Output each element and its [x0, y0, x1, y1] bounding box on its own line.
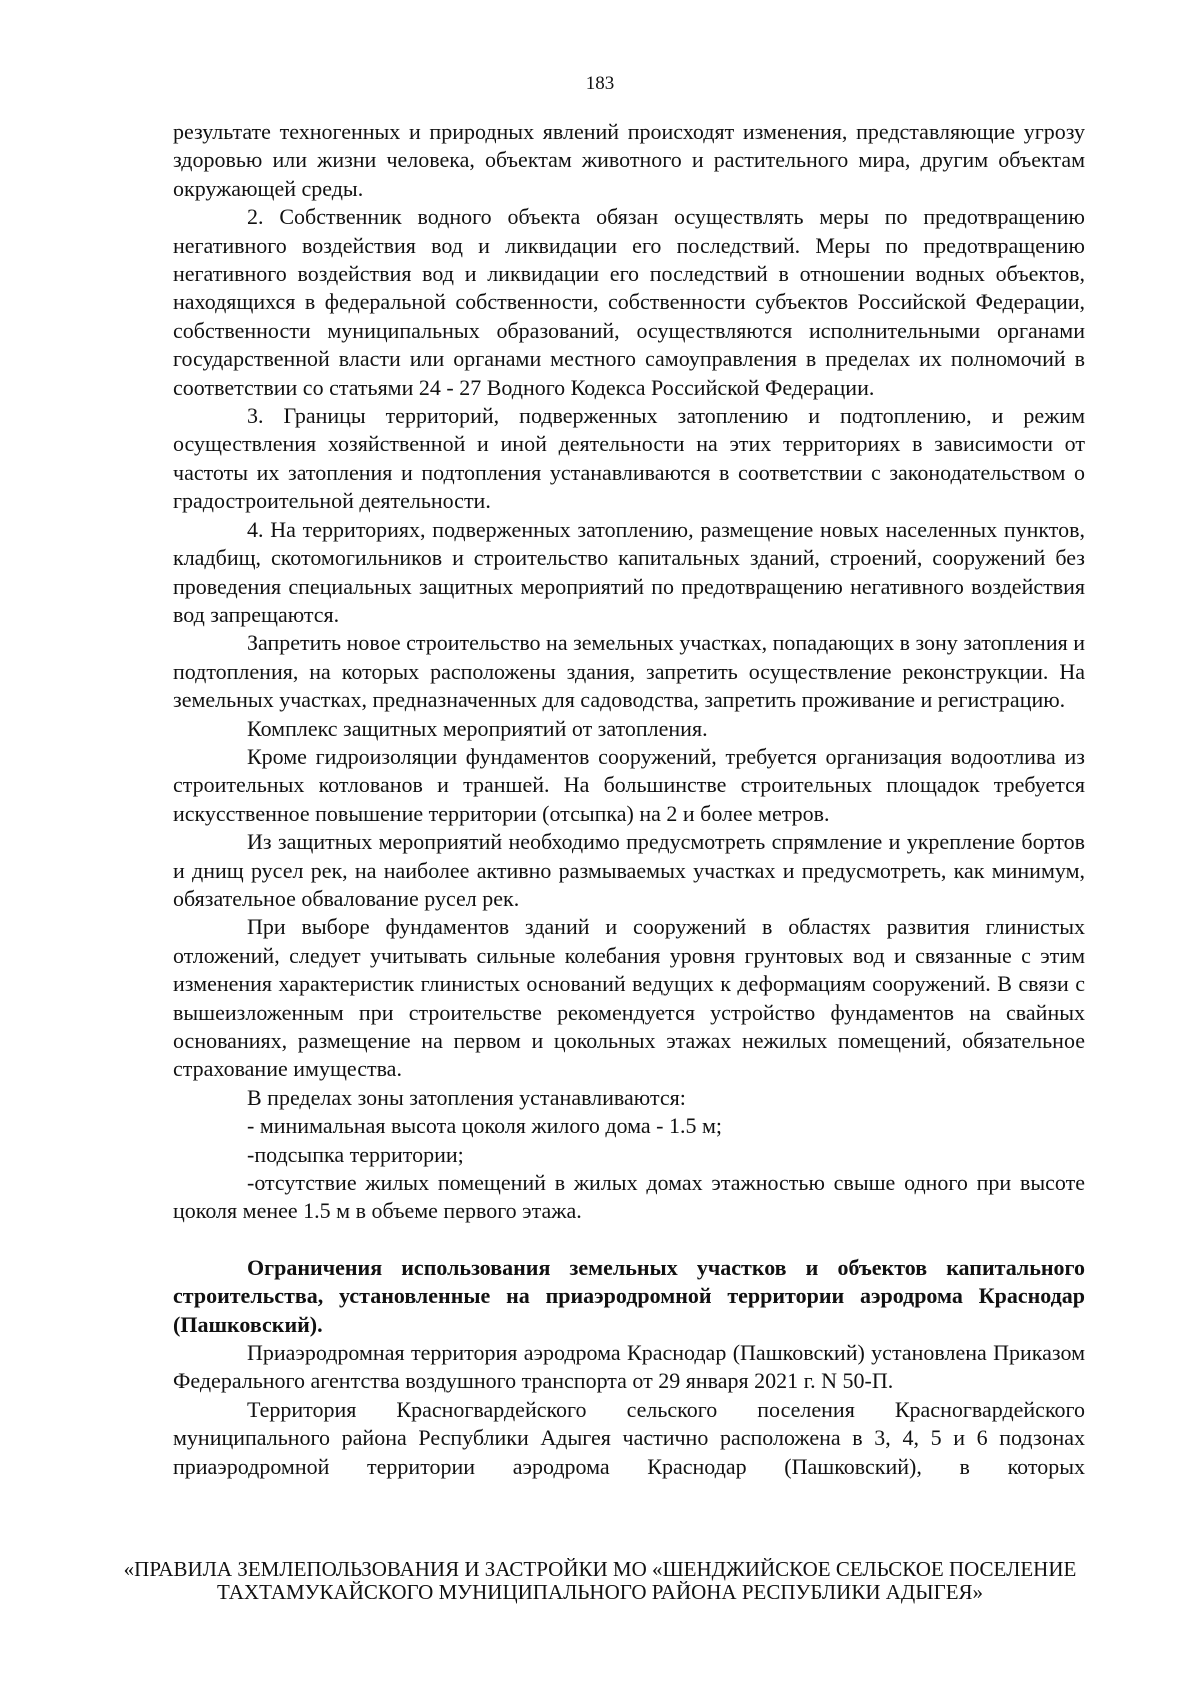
section-heading: Ограничения использования земельных участков и объектов капитального строительства, установленные на приаэродромной территории аэродрома Краснодар (Пашковский). [173, 1254, 1085, 1337]
paragraph: 4. На территориях, подверженных затоплению, размещение новых населенных пунктов, кладбищ, скотомогильников и строительство капитальных зданий, строений, сооружений без проведения специальных защитных мероприятий по предотвращению негативного воздействия вод запрещаются. [173, 516, 1085, 627]
paragraph: Территория Красногвардейского сельского поселения Красногвардейского муниципального района Республики Адыгея частично расположена в 3, 4, 5 и 6 подзонах приаэродромной территории аэродрома Краснодар (Пашковский), в которых [173, 1396, 1085, 1479]
paragraph: В пределах зоны затопления устанавливаются: [247, 1084, 686, 1110]
body-text [173, 118, 1085, 1481]
footer-line: ТАХТАМУКАЙСКОГО МУНИЦИПАЛЬНОГО РАЙОНА РЕСПУБЛИКИ АДЫГЕЯ» [216, 1580, 984, 1604]
paragraph: Запретить новое строительство на земельных участках, попадающих в зону затопления и подтопления, на которых расположены здания, запретить осуществление реконструкции. На земельных участках, предназначенных для садоводства, запретить проживание и регистрацию. [173, 630, 1085, 713]
page-footer [0, 1558, 1200, 1604]
spacer [173, 1226, 1085, 1254]
list-item: - минимальная высота цоколя жилого дома - 1.5 м; [247, 1113, 723, 1139]
paragraph: Комплекс защитных мероприятий от затопления. [247, 715, 708, 741]
paragraph: Из защитных мероприятий необходимо предусмотреть спрямление и укрепление бортов и днищ русел рек, на наиболее активно размываемых участках и предусмотреть, как минимум, обязательное обвалование русел рек. [173, 829, 1085, 911]
paragraph: Приаэродромная территория аэродрома Краснодар (Пашковский) установлена Приказом Федерального агентства воздушного транспорта от 29 января 2021 г. N 50-П. [173, 1340, 1085, 1394]
paragraph: При выборе фундаментов зданий и сооружений в областях развития глинистых отложений, следует учитывать сильные колебания уровня грунтовых вод и связанные с этим изменения характеристик глинистых оснований ведущих к деформациям сооружений. В связи с вышеизложенным при строительстве рекомендуется устройство фундаментов на свайных основаниях, размещение на первом и цокольных этажах нежилых помещений, обязательное страхование имущества. [173, 914, 1085, 1082]
page-number: 183 [585, 73, 615, 94]
paragraph: 3. Границы территорий, подверженных затоплению и подтоплению, и режим осуществления хозяйственной и иной деятельности на этих территориях в зависимости от частоты их затопления и подтопления устанавливаются в соответствии с законодательством о градостроительной деятельности. [173, 403, 1085, 514]
list-item: -подсыпка территории; [247, 1141, 464, 1167]
paragraph: 2. Собственник водного объекта обязан осуществлять меры по предотвращению негативного воздействия вод и ликвидации его последствий. Меры по предотвращению негативного воздействия вод и ликвидации его последствий в отношении водных объектов, находящихся в федеральной собственности, собственности субъектов Российской Федерации, собственности муниципальных образований, осуществляются исполнительными органами государственной власти или органами местного самоуправления в пределах их полномочий в соответствии со статьями 24 - 27 Водного Кодекса Российской Федерации. [173, 204, 1085, 400]
paragraph: Кроме гидроизоляции фундаментов сооружений, требуется организация водоотлива из строительных котлованов и траншей. На большинстве строительных площадок требуется искусственное повышение территории (отсыпка) на 2 и более метров. [173, 743, 1085, 826]
list-item: -отсутствие жилых помещений в жилых домах этажностью свыше одного при высоте цоколя менее 1.5 м в объеме первого этажа. [173, 1170, 1085, 1224]
paragraph: результате техногенных и природных явлений происходят изменения, представляющие угрозу здоровью или жизни человека, объектам животного и растительного мира, другим объектам окружающей среды. [173, 119, 1085, 201]
footer-line: «ПРАВИЛА ЗЕМЛЕПОЛЬЗОВАНИЯ И ЗАСТРОЙКИ МО «ШЕНДЖИЙСКОЕ СЕЛЬСКОЕ ПОСЕЛЕНИЕ [123, 1557, 1077, 1581]
